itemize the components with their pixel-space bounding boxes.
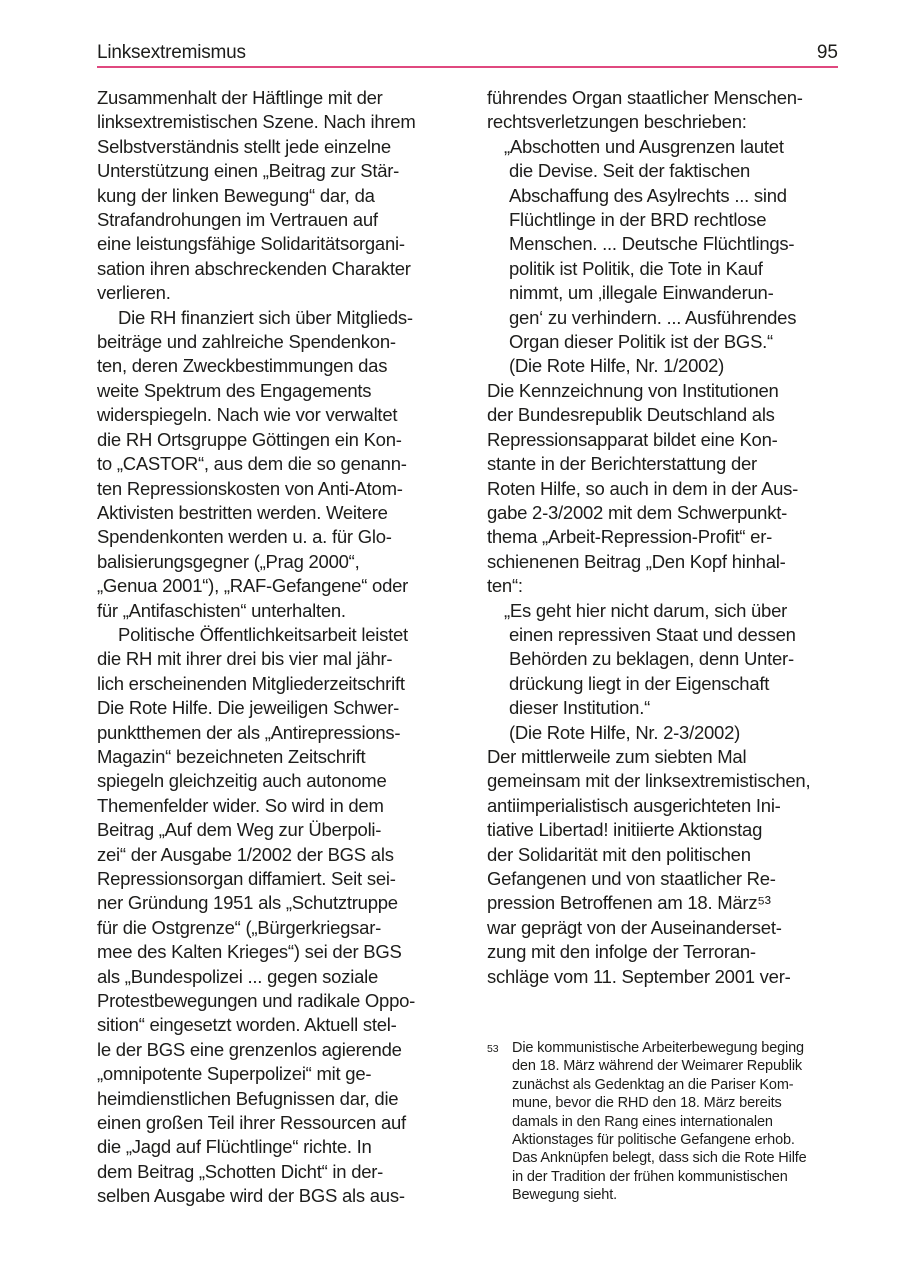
text-line: eine leistungsfähige Solidaritätsorgani- — [97, 233, 405, 255]
text-line: zung mit den infolge der Terroran- — [487, 941, 756, 963]
text-line: Protestbewegungen und radikale Oppo- — [97, 990, 416, 1012]
page-header-section-title: Linksextremismus — [97, 42, 246, 63]
text-line: rechtsverletzungen beschrieben: — [487, 111, 747, 133]
text-line: für die Ostgrenze“ („Bürgerkriegsar- — [97, 916, 382, 938]
text-line: die „Jagd auf Flüchtlinge“ richte. In — [97, 1136, 372, 1158]
text-line: Die Kennzeichnung von Institutionen — [487, 379, 779, 401]
text-line: (Die Rote Hilfe, Nr. 1/2002) — [509, 355, 725, 377]
text-line: in der Tradition der frühen kommunistischen — [512, 1168, 788, 1185]
text-line: ten, deren Zweckbestimmungen das — [97, 355, 388, 377]
paragraph — [487, 379, 847, 599]
text-line: (Die Rote Hilfe, Nr. 2-3/2002) — [509, 721, 741, 743]
text-line: der Bundesrepublik Deutschland als — [487, 404, 775, 426]
text-line: Der mittlerweile zum siebten Mal — [487, 745, 747, 767]
text-line: für „Antifaschisten“ unterhalten. — [97, 599, 346, 621]
text-line: tiative Libertad! initiierte Aktionstag — [487, 819, 763, 841]
header-rule-divider — [97, 66, 838, 68]
text-line: Gefangenen und von staatlicher Re- — [487, 868, 776, 889]
text-line: gemeinsam mit der linksextremistischen, — [487, 770, 811, 792]
text-line: als „Bundespolizei ... gegen soziale — [97, 965, 379, 987]
paragraph — [487, 745, 847, 989]
text-line: ten Repressionskosten von Anti-Atom- — [97, 477, 403, 499]
text-line: „omnipotente Superpolizei“ mit ge- — [97, 1063, 372, 1085]
text-line: Zusammenhalt der Häftlinge mit der — [97, 87, 383, 108]
text-line: to „CASTOR“, aus dem die so genann- — [97, 453, 407, 475]
text-line: Roten Hilfe, so auch in dem in der Aus- — [487, 477, 799, 499]
text-line: Flüchtlinge in der BRD rechtlose — [509, 209, 767, 231]
text-line: stante in der Berichterstattung der — [487, 453, 757, 475]
text-line: schienenen Beitrag „Den Kopf hinhal- — [487, 550, 786, 572]
text-line: Bewegung sieht. — [512, 1187, 617, 1204]
text-line: schläge vom 11. September 2001 ver- — [487, 965, 791, 987]
text-line: mee des Kalten Krieges“) sei der BGS — [97, 941, 402, 963]
text-line: gen‘ zu verhindern. ... Ausführendes — [509, 306, 797, 328]
text-line: Repressionsorgan diffamiert. Seit sei- — [97, 868, 396, 889]
text-line: „Abschotten und Ausgrenzen lautet — [504, 135, 784, 157]
text-line: sition“ eingesetzt worden. Aktuell stel- — [97, 1014, 397, 1036]
text-line: le der BGS eine grenzenlos agierende — [97, 1038, 402, 1060]
text-line: einen repressiven Staat und dessen — [509, 623, 796, 645]
text-line: dieser Institution.“ — [509, 697, 651, 719]
text-line: „Es geht hier nicht darum, sich über — [504, 599, 788, 621]
text-line: spiegeln gleichzeitig auch autonome — [97, 770, 387, 792]
text-line: Behörden zu beklagen, denn Unter- — [509, 648, 794, 670]
text-line: heimdienstlichen Befugnissen dar, die — [97, 1087, 399, 1109]
text-line: lich erscheinenden Mitgliederzeitschrift — [97, 672, 405, 694]
text-line: Beitrag „Auf dem Weg zur Überpoli- — [97, 819, 382, 841]
text-line: weite Spektrum des Engagements — [97, 379, 372, 401]
text-line: zunächst als Gedenktag an die Pariser Kom- — [512, 1076, 794, 1093]
text-line: Strafandrohungen im Vertrauen auf — [97, 209, 378, 231]
text-line: Magazin“ bezeichneten Zeitschrift — [97, 745, 366, 767]
text-line: kung der linken Bewegung“ dar, da — [97, 184, 375, 206]
text-line: selben Ausgabe wird der BGS als aus- — [97, 1185, 405, 1207]
text-line: Repressionsapparat bildet eine Kon- — [487, 428, 778, 450]
text-line: antiimperialistisch ausgerichteten Ini- — [487, 794, 781, 816]
text-line: verlieren. — [97, 282, 171, 304]
text-line: linksextremistischen Szene. Nach ihrem — [97, 111, 416, 133]
footnote — [487, 1039, 849, 1205]
text-line: damals in den Rang eines internationalen — [512, 1113, 773, 1130]
footnote-marker: 53 — [487, 1043, 499, 1055]
text-line: Unterstützung einen „Beitrag zur Stär- — [97, 160, 400, 182]
text-line: den 18. März während der Weimarer Republik — [512, 1058, 803, 1075]
text-line: Spendenkonten werden u. a. für Glo- — [97, 526, 392, 548]
text-line: mune, bevor die RHD den 18. März bereits — [512, 1095, 782, 1112]
text-line: Selbstverständnis stellt jede einzelne — [97, 135, 391, 157]
text-line: „Genua 2001“), „RAF-Gefangene“ oder — [97, 575, 409, 597]
text-line: Aktivisten bestritten werden. Weitere — [97, 501, 388, 523]
page-number: 95 — [816, 42, 838, 63]
left-text-column — [97, 86, 449, 1209]
text-line: der Solidarität mit den politischen — [487, 843, 751, 865]
text-line: zei“ der Ausgabe 1/2002 der BGS als — [97, 843, 394, 865]
text-line: Aktionstages für politische Gefangene erhob. — [512, 1132, 795, 1149]
text-line: Das Anknüpfen belegt, dass sich die Rote Hilfe — [512, 1150, 807, 1167]
text-line: Politische Öffentlichkeitsarbeit leistet — [118, 623, 408, 645]
blockquote — [487, 599, 847, 745]
text-line: Menschen. ... Deutsche Flüchtlings- — [509, 233, 795, 255]
paragraph — [97, 306, 449, 623]
text-line: politik ist Politik, die Tote in Kauf — [509, 257, 763, 279]
paragraph — [97, 86, 449, 306]
text-line: ner Gründung 1951 als „Schutztruppe — [97, 892, 398, 914]
text-line: Die Rote Hilfe. Die jeweiligen Schwer- — [97, 697, 400, 719]
text-line: die Devise. Seit der faktischen — [509, 160, 751, 182]
text-line: Abschaffung des Asylrechts ... sind — [509, 184, 787, 206]
text-line: beiträge und zahlreiche Spendenkon- — [97, 331, 396, 353]
text-line: widerspiegeln. Nach wie vor verwaltet — [97, 404, 398, 426]
right-text-column — [487, 86, 847, 989]
text-line: die RH mit ihrer drei bis vier mal jähr- — [97, 648, 393, 670]
text-line: pression Betroffenen am 18. März⁵³ — [487, 892, 771, 914]
paragraph — [487, 86, 847, 135]
text-line: führendes Organ staatlicher Menschen- — [487, 87, 803, 108]
text-line: punktthemen der als „Antirepressions- — [97, 721, 401, 743]
text-line: drückung liegt in der Eigenschaft — [509, 672, 770, 694]
text-line: ten“: — [487, 575, 523, 597]
text-line: Die RH finanziert sich über Mitglieds- — [118, 306, 413, 328]
text-line: thema „Arbeit-Repression-Profit“ er- — [487, 526, 773, 548]
text-line: war geprägt von der Auseinanderset- — [487, 916, 782, 938]
text-line: Themenfelder wider. So wird in dem — [97, 794, 384, 816]
paragraph — [97, 623, 449, 1209]
footnote-text — [512, 1039, 849, 1205]
text-line: Organ dieser Politik ist der BGS.“ — [509, 331, 773, 353]
blockquote — [487, 135, 847, 379]
text-line: sation ihren abschreckenden Charakter — [97, 257, 411, 279]
text-line: die RH Ortsgruppe Göttingen ein Kon- — [97, 428, 402, 450]
text-line: balisierungsgegner („Prag 2000“, — [97, 550, 360, 572]
text-line: einen großen Teil ihrer Ressourcen auf — [97, 1112, 406, 1134]
text-line: gabe 2-3/2002 mit dem Schwerpunkt- — [487, 501, 788, 523]
text-line: nimmt, um ‚illegale Einwanderun- — [509, 282, 774, 304]
text-line: Die kommunistische Arbeiterbewegung beging — [512, 1040, 804, 1056]
text-line: dem Beitrag „Schotten Dicht“ in der- — [97, 1160, 384, 1182]
